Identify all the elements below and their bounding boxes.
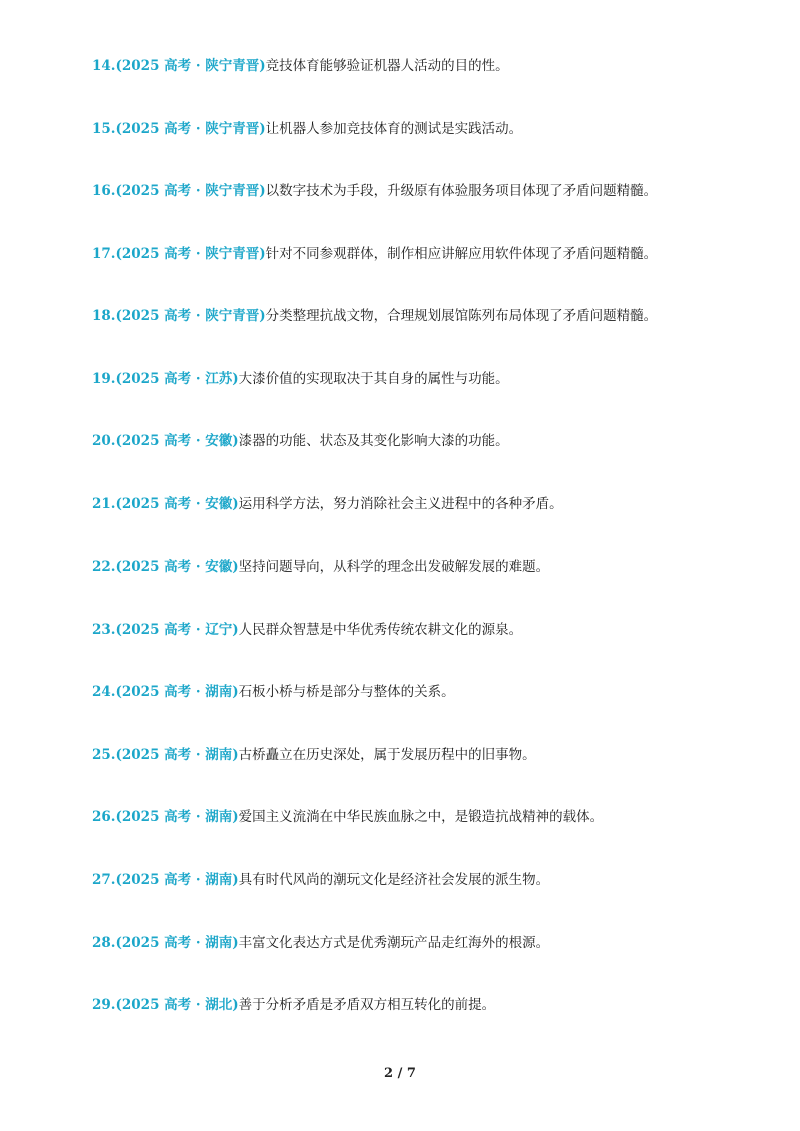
question-item (92, 744, 740, 766)
question-number: 16. (92, 183, 116, 199)
question-number: 26. (92, 809, 116, 825)
source-tag: (2025 高考 · 湖南) (115, 747, 239, 763)
question-number: 20. (92, 433, 116, 449)
question-statement: 石板小桥与桥是部分与整体的关系。 (238, 684, 455, 700)
question-item (92, 430, 740, 452)
question-item (92, 869, 740, 891)
question-item (92, 681, 740, 703)
source-tag: (2025 高考 · 湖南) (115, 809, 239, 825)
question-number: 19. (92, 371, 116, 387)
source-tag: (2025 高考 · 陕宁青晋) (115, 246, 266, 262)
question-item (92, 493, 740, 515)
question-statement: 竞技体育能够验证机器人活动的目的性。 (265, 58, 509, 74)
question-number: 21. (92, 496, 116, 512)
question-statement: 运用科学方法，努力消除社会主义进程中的各种矛盾。 (238, 496, 563, 512)
question-item (92, 55, 740, 77)
question-item (92, 118, 740, 140)
question-statement: 人民群众智慧是中华优秀传统农耕文化的源泉。 (238, 622, 523, 638)
question-number: 14. (92, 58, 116, 74)
question-number: 18. (92, 308, 116, 324)
source-tag: (2025 高考 · 江苏) (115, 371, 239, 387)
question-statement: 具有时代风尚的潮玩文化是经济社会发展的派生物。 (238, 872, 550, 888)
question-item (92, 932, 740, 954)
question-number: 24. (92, 684, 116, 700)
question-item (92, 180, 740, 202)
question-number: 27. (92, 872, 116, 888)
source-tag: (2025 高考 · 辽宁) (115, 622, 239, 638)
question-statement: 针对不同参观群体，制作相应讲解应用软件体现了矛盾问题精髓。 (265, 246, 658, 262)
question-statement: 丰富文化表达方式是优秀潮玩产品走红海外的根源。 (238, 935, 550, 951)
question-item (92, 619, 740, 641)
question-statement: 分类整理抗战文物，合理规划展馆陈列布局体现了矛盾问题精髓。 (265, 308, 658, 324)
source-tag: (2025 高考 · 陕宁青晋) (115, 58, 266, 74)
source-tag: (2025 高考 · 陕宁青晋) (115, 308, 266, 324)
question-number: 22. (92, 559, 116, 575)
source-tag: (2025 高考 · 安徽) (115, 559, 239, 575)
question-statement: 让机器人参加竞技体育的测试是实践活动。 (265, 121, 523, 137)
question-number: 17. (92, 246, 116, 262)
source-tag: (2025 高考 · 安徽) (115, 496, 239, 512)
question-number: 25. (92, 747, 116, 763)
question-item (92, 368, 740, 390)
source-tag: (2025 高考 · 陕宁青晋) (115, 183, 266, 199)
question-statement: 善于分析矛盾是矛盾双方相互转化的前提。 (238, 997, 496, 1013)
question-statement: 坚持问题导向，从科学的理念出发破解发展的难题。 (238, 559, 550, 575)
question-statement: 以数字技术为手段，升级原有体验服务项目体现了矛盾问题精髓。 (265, 183, 658, 199)
question-statement: 漆器的功能、状态及其变化影响大漆的功能。 (238, 433, 509, 449)
question-item (92, 243, 740, 265)
source-tag: (2025 高考 · 安徽) (115, 433, 239, 449)
source-tag: (2025 高考 · 湖南) (115, 872, 239, 888)
source-tag: (2025 高考 · 湖南) (115, 684, 239, 700)
question-item (92, 305, 740, 327)
question-statement: 爱国主义流淌在中华民族血脉之中，是锻造抗战精神的载体。 (238, 809, 604, 825)
question-number: 28. (92, 935, 116, 951)
question-number: 29. (92, 997, 116, 1013)
question-statement: 大漆价值的实现取决于其自身的属性与功能。 (238, 371, 509, 387)
page-number: 2 / 7 (384, 1066, 416, 1081)
question-item (92, 556, 740, 578)
question-number: 15. (92, 121, 116, 137)
source-tag: (2025 高考 · 湖北) (115, 997, 239, 1013)
question-statement: 古桥矗立在历史深处，属于发展历程中的旧事物。 (238, 747, 536, 763)
question-number: 23. (92, 622, 116, 638)
question-item (92, 806, 740, 828)
question-item (92, 994, 740, 1016)
source-tag: (2025 高考 · 湖南) (115, 935, 239, 951)
source-tag: (2025 高考 · 陕宁青晋) (115, 121, 266, 137)
